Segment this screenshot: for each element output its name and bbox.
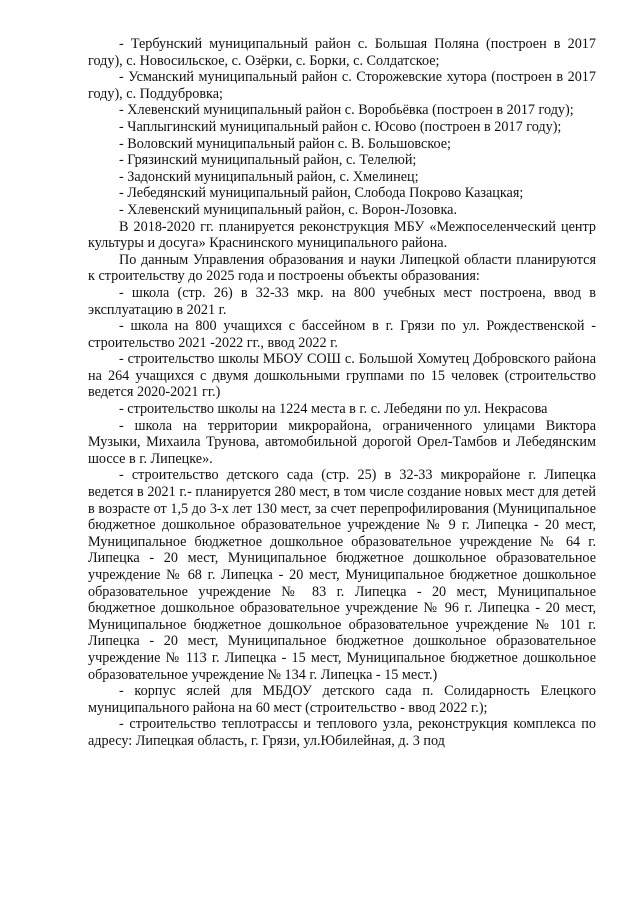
list-item-school-microdistrict: - школа на территории микрорайона, ограниченного улицами Виктора Музыки, Михаила Трунова, автомобильной дорогой Орел-Тамбов и Лебедянским шоссе в г. Липецке».	[88, 417, 596, 467]
list-item-khlevensky-2: - Хлевенский муниципальный район, с. Ворон-Лозовка.	[119, 201, 458, 218]
paragraph-reconstruction: В 2018-2020 гг. планируется реконструкция МБУ «Межпоселенческий центр культуры и досуга» Краснинского муниципального района.	[88, 218, 596, 252]
list-item-school-32-33: - школа (стр. 26) в 32-33 мкр. на 800 учебных мест построена, ввод в эксплуатацию в 2021 г.	[88, 284, 596, 318]
list-item-volovsky: - Воловский муниципальный район с. В. Большовское;	[119, 135, 451, 152]
paragraph-education-intro: По данным Управления образования и науки Липецкой области планируются к строительству до 2025 года и построены объекты образования:	[88, 251, 596, 285]
list-item-chaplyginsky: - Чаплыгинский муниципальный район с. Юсово (построен в 2017 году);	[119, 118, 562, 135]
list-item-school-lebedyan: - строительство школы на 1224 места в г. с. Лебедяни по ул. Некрасова	[119, 401, 548, 418]
list-item-school-khomutets: - строительство школы МБОУ СОШ с. Большой Хомутец Добровского района на 264 учащихся с двумя дошкольными группами по 15 человек (строительство ведется 2020-2021 гг.)	[88, 351, 596, 401]
list-item-kindergarten: - строительство детского сада (стр. 25) в 32-33 микрорайоне г. Липецка ведется в 2021 г.- планируется 280 мест, в том числе создание новых мест для детей в возрасте от 1,5 до 3-х лет 130 мест, за счет перепрофилирования (Муниципальное бюджетное дошкольное образовательное учреждение № 9 г. Липецка - 20 мест, Муниципальное бюджетное дошкольное образовательное учреждение № 64 г. Липецка - 20 мест, Муниципальное бюджетное дошкольное образовательное учреждение № 68 г. Липецка - 20 мест, Муниципальное бюджетное дошкольное образовательное учреждение № 83 г. Липецка - 20 мест, Муниципальное бюджетное дошкольное образовательное учреждение № 96 г. Липецка - 20 мест, Муниципальное бюджетное дошкольное образовательное учреждение № 101 г. Липецка - 20 мест, Муниципальное бюджетное дошкольное образовательное учреждение № 113 г. Липецка - 15 мест, Муниципальное бюджетное дошкольное образовательное учреждение № 134 г. Липецка - 15 мест.)	[88, 467, 596, 683]
list-item-terbunsky: - Тербунский муниципальный район с. Большая Поляна (построен в 2017 году), с. Новосильское, с. Озёрки, с. Борки, с. Солдатское;	[88, 36, 596, 69]
document-page	[88, 36, 596, 750]
list-item-nursery: - корпус яслей для МБДОУ детского сада п. Солидарность Елецкого муниципального района на 60 мест (строительство - ввод 2022 г.);	[88, 683, 596, 716]
list-item-lebedyansky: - Лебедянский муниципальный район, Слобода Покрово Казацкая;	[119, 185, 524, 202]
list-item-heating: - строительство теплотрассы и теплового узла, реконструкция комплекса по адресу: Липецкая область, г. Грязи, ул.Юбилейная, д. 3 под	[88, 716, 596, 749]
list-item-gryazinsky: - Грязинский муниципальный район, с. Телелюй;	[119, 152, 417, 169]
list-item-zadonsky: - Задонский муниципальный район, с. Хмелинец;	[119, 168, 419, 185]
list-item-school-gryazi: - школа на 800 учащихся с бассейном в г. Грязи по ул. Рождественской - строительство 2021 -2022 гг., ввод 2022 г.	[88, 318, 596, 351]
list-item-khlevensky-1: - Хлевенский муниципальный район с. Воробьёвка (построен в 2017 году);	[119, 102, 574, 119]
list-item-usmansky: - Усманский муниципальный район с. Сторожевские хутора (построен в 2017 году), с. Поддубровка;	[88, 69, 596, 102]
